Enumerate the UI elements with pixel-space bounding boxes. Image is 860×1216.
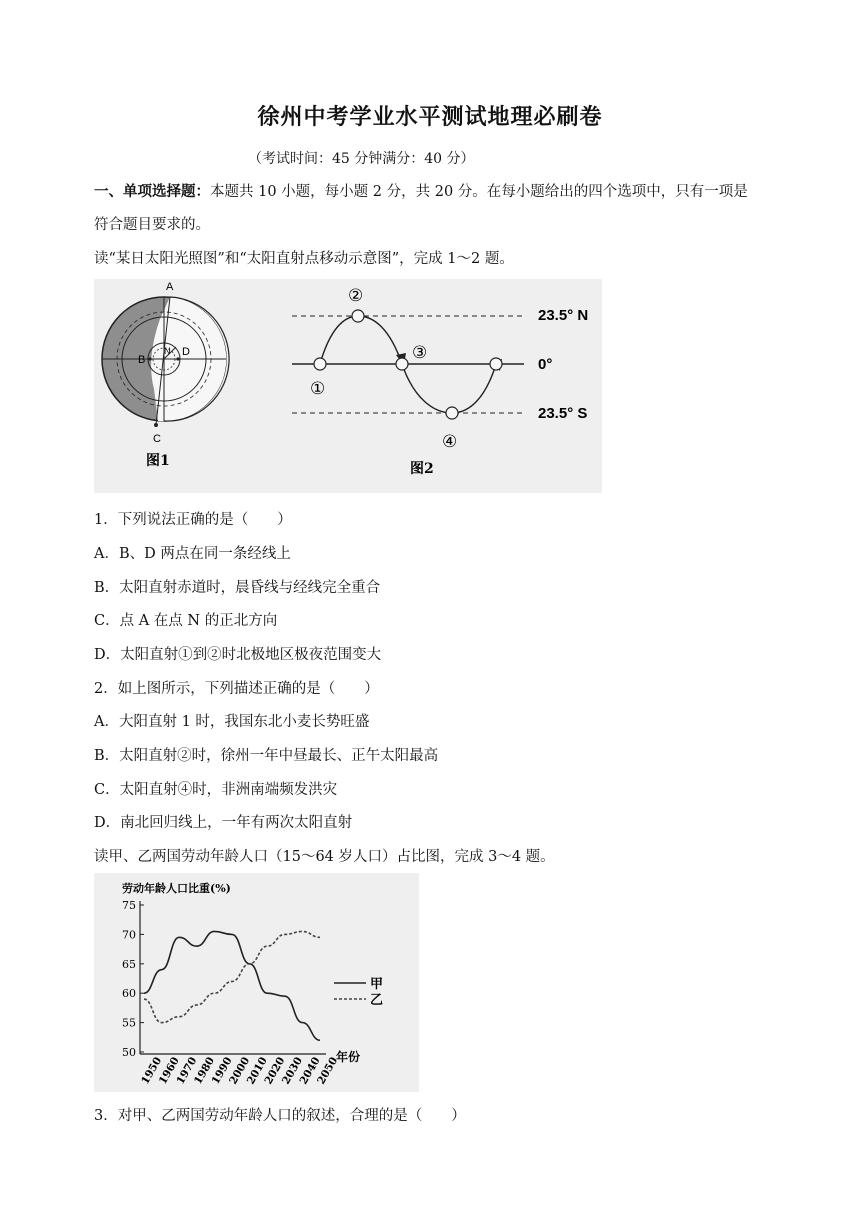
section-description: 本题共 10 小题，每小题 2 分，共 20 分。在每小题给出的四个选项中，只有一项是 (210, 184, 748, 200)
page-title: 徐州中考学业水平测试地理必刷卷 (257, 104, 603, 130)
x-tick-label: 1950 (139, 1055, 165, 1087)
y-tick-label: 65 (122, 957, 136, 971)
y-tick-label: 50 (122, 1046, 136, 1059)
section-description-cont: 符合题目要求的。 (94, 217, 210, 233)
q2-option-b[interactable]: B．太阳直射②时，徐州一年中昼最长、正午太阳最高 (94, 748, 439, 764)
label-point-d: D (182, 346, 190, 358)
q1-stem: 1．下列说法正确的是（ ） (94, 512, 292, 528)
x-tick-label: 2010 (244, 1055, 270, 1087)
fig1-label: 图1 (146, 453, 170, 469)
position-label-2: ② (348, 286, 364, 306)
labor-population-chart (94, 873, 419, 1092)
label-point-a: A (166, 281, 174, 293)
y-tick-label: 55 (122, 1016, 136, 1030)
legend-label: 乙 (370, 993, 384, 1008)
section-heading: 一、单项选择题： (94, 183, 210, 200)
label-point-b: B (138, 354, 146, 366)
q1-option-b[interactable]: B．太阳直射赤道时，晨昏线与经线完全重合 (94, 580, 381, 596)
exam-info: （考试时间：45 分钟满分：40 分） (248, 151, 475, 167)
x-tick-label: 2050 (315, 1055, 341, 1087)
label-point-n: N (164, 346, 171, 356)
position-label-1: ① (310, 379, 326, 399)
chart-x-label: 年份 (336, 1050, 361, 1064)
legend-label: 甲 (370, 977, 384, 992)
series-line-jia (144, 931, 320, 1040)
x-tick-label: 2030 (280, 1055, 306, 1087)
x-tick-label: 1970 (174, 1055, 200, 1087)
fig1-polar-view (102, 281, 229, 469)
x-tick-label: 1980 (192, 1055, 218, 1087)
fig2-subsolar-movement (292, 286, 588, 477)
intro-q3-4: 读甲、乙两国劳动年龄人口（15～64 岁人口）占比图，完成 3～4 题。 (94, 849, 555, 865)
intro-q1-2: 读“某日太阳光照图”和“太阳直射点移动示意图”，完成 1～2 题。 (94, 251, 514, 267)
q2-option-d[interactable]: D．南北回归线上，一年有两次太阳直射 (94, 815, 353, 831)
fig2-label: 图2 (410, 461, 434, 477)
position-label-3: ③ (412, 343, 428, 363)
y-tick-label: 75 (122, 899, 136, 912)
x-tick-label: 1960 (156, 1055, 182, 1087)
latitude-label-23-5s: 23.5° S (538, 405, 588, 422)
q2-option-c[interactable]: C．太阳直射④时，非洲南端频发洪灾 (94, 782, 338, 798)
q2-stem: 2．如上图所示，下列描述正确的是（ ） (94, 681, 379, 697)
position-label-4: ④ (442, 432, 458, 452)
x-tick-label: 2020 (262, 1055, 288, 1087)
y-tick-label: 60 (122, 987, 136, 1001)
x-tick-label: 1990 (209, 1055, 235, 1087)
q1-option-a[interactable]: A．B、D 两点在同一条经线上 (94, 546, 291, 562)
q2-option-a[interactable]: A．大阳直射 1 时，我国东北小麦长势旺盛 (94, 714, 370, 730)
label-point-c: C (153, 433, 161, 445)
latitude-label-equator: 0° (538, 356, 553, 373)
q3-stem: 3．对甲、乙两国劳动年龄人口的叙述，合理的是（ ） (94, 1108, 466, 1124)
x-tick-label: 2040 (297, 1055, 323, 1087)
latitude-label-23-5n: 23.5° N (538, 307, 589, 324)
chart-y-label: 劳动年龄人口比重(%) (122, 882, 231, 895)
q1-option-c[interactable]: C．点 A 在点 N 的正北方向 (94, 613, 278, 629)
section-heading-line (94, 180, 748, 201)
x-tick-label: 2000 (227, 1055, 253, 1087)
y-tick-label: 70 (122, 928, 136, 942)
q1-option-d[interactable]: D．太阳直射①到②时北极地区极夜范围变大 (94, 647, 382, 663)
figure-sunlight-diagrams (94, 279, 602, 493)
